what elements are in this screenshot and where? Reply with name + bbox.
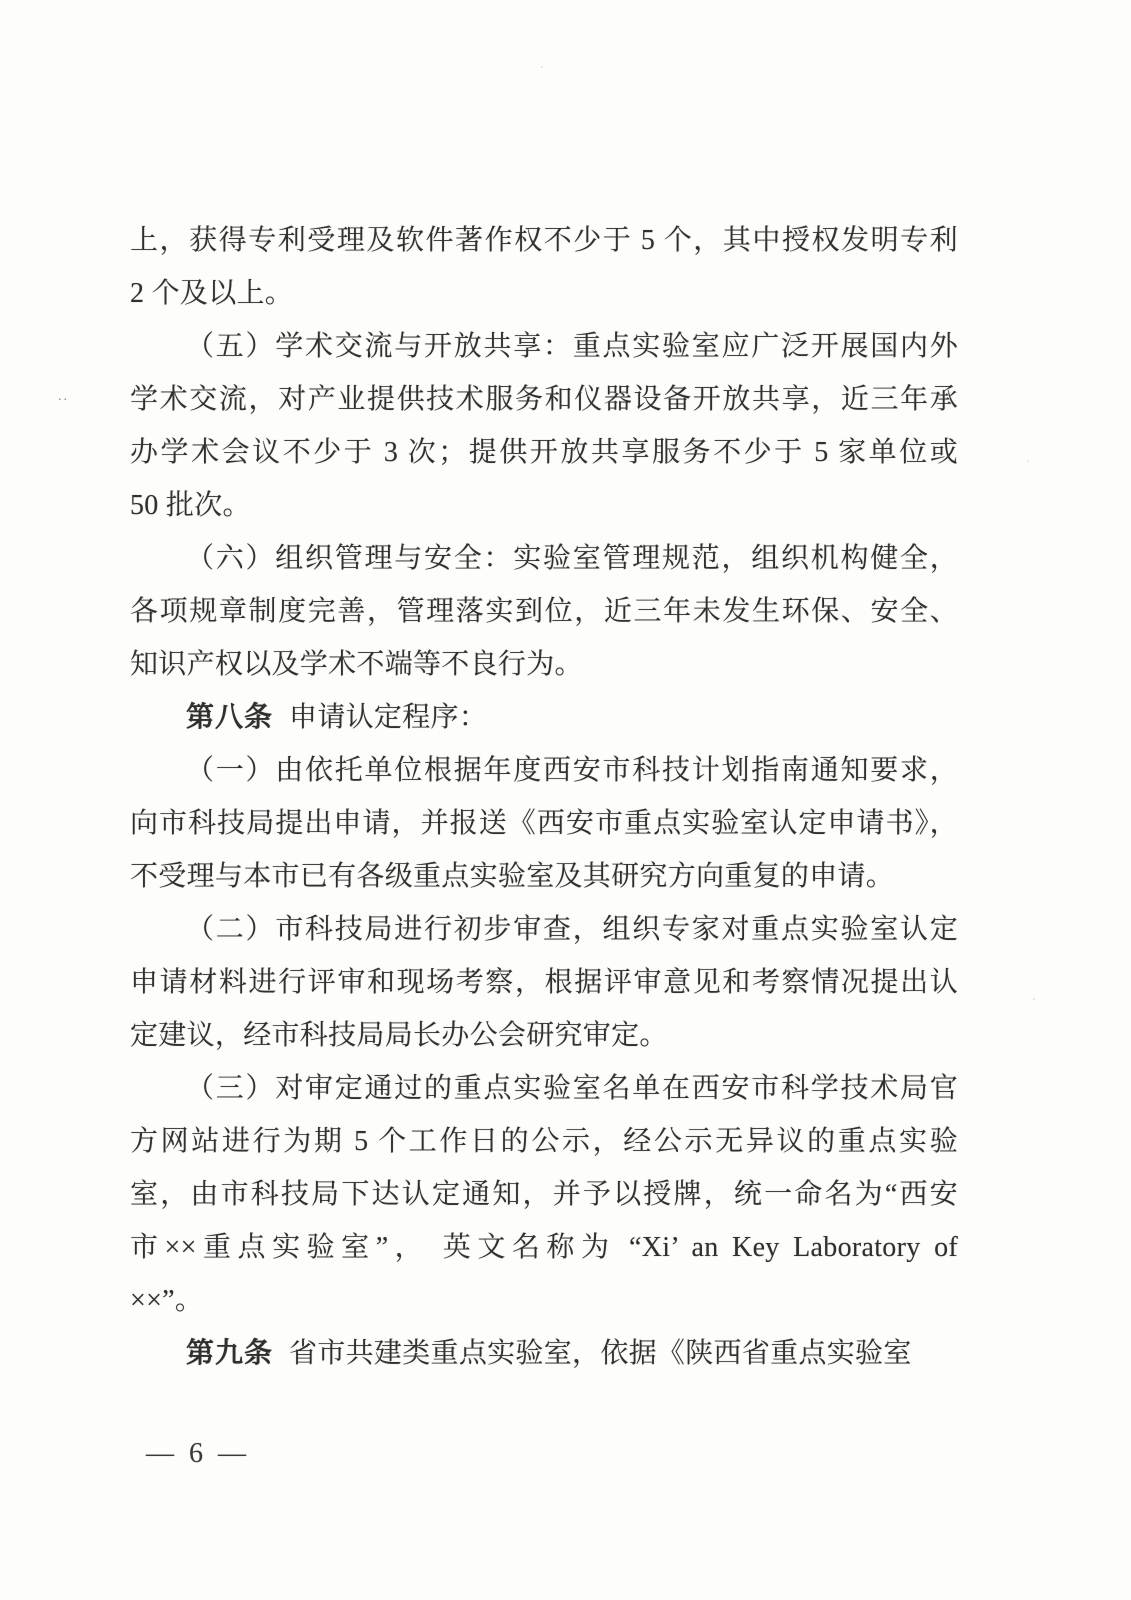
article-heading-line: 第九条 省市共建类重点实验室，依据《陕西省重点实验室 bbox=[186, 1338, 912, 1369]
text-line: 定建议，经市科技局局长办公会研究审定。 bbox=[130, 1020, 668, 1051]
text-line: （三）对审定通过的重点实验室名单在西安市科学技术局官 bbox=[186, 1073, 958, 1104]
text-line: （一）由依托单位根据年度西安市科技计划指南通知要求， bbox=[186, 755, 958, 786]
text-line: 方网站进行为期 5 个工作日的公示，经公示无异议的重点实验 bbox=[130, 1126, 958, 1157]
scan-speck: .. bbox=[58, 389, 69, 404]
article-number: 第八条 bbox=[186, 702, 274, 733]
text-line: 向市科技局提出申请，并报送《西安市重点实验室认定申请书》， bbox=[130, 808, 958, 839]
text-line: 学术交流，对产业提供技术服务和仪器设备开放共享，近三年承 bbox=[130, 384, 958, 415]
scan-speck: . bbox=[540, 57, 546, 72]
text-line: 各项规章制度完善，管理落实到位，近三年未发生环保、安全、 bbox=[130, 596, 958, 627]
text-line: 办学术会议不少于 3 次；提供开放共享服务不少于 5 家单位或 bbox=[130, 437, 958, 468]
page-number: — 6 — bbox=[146, 1438, 250, 1469]
article-heading-line: 第八条 申请认定程序： bbox=[186, 702, 488, 733]
scan-speck: . bbox=[1026, 451, 1032, 466]
text-line: 50 批次。 bbox=[130, 490, 251, 521]
text-line: （六）组织管理与安全：实验室管理规范，组织机构健全， bbox=[186, 543, 958, 574]
text-line: （二）市科技局进行初步审查，组织专家对重点实验室认定 bbox=[186, 914, 958, 945]
text-line: 2 个及以上。 bbox=[130, 278, 294, 309]
text-line: 知识产权以及学术不端等不良行为。 bbox=[130, 649, 583, 680]
scan-speck: . bbox=[1032, 989, 1038, 1004]
text-line: ××”。 bbox=[130, 1285, 204, 1316]
document-body bbox=[130, 214, 958, 1380]
article-number: 第九条 bbox=[186, 1338, 274, 1369]
text-line: （五）学术交流与开放共享：重点实验室应广泛开展国内外 bbox=[186, 331, 958, 362]
text-line: 室，由市科技局下达认定通知，并予以授牌，统一命名为“西安 bbox=[130, 1179, 958, 1210]
text-line: 不受理与本市已有各级重点实验室及其研究方向重复的申请。 bbox=[130, 861, 895, 892]
text-line: 上，获得专利受理及软件著作权不少于 5 个，其中授权发明专利 bbox=[130, 225, 958, 256]
text-line: 市××重点实验室”， 英文名称为 “Xi’ an Key Laboratory of bbox=[130, 1232, 958, 1263]
text-line: 申请材料进行评审和现场考察，根据评审意见和考察情况提出认 bbox=[130, 967, 958, 998]
